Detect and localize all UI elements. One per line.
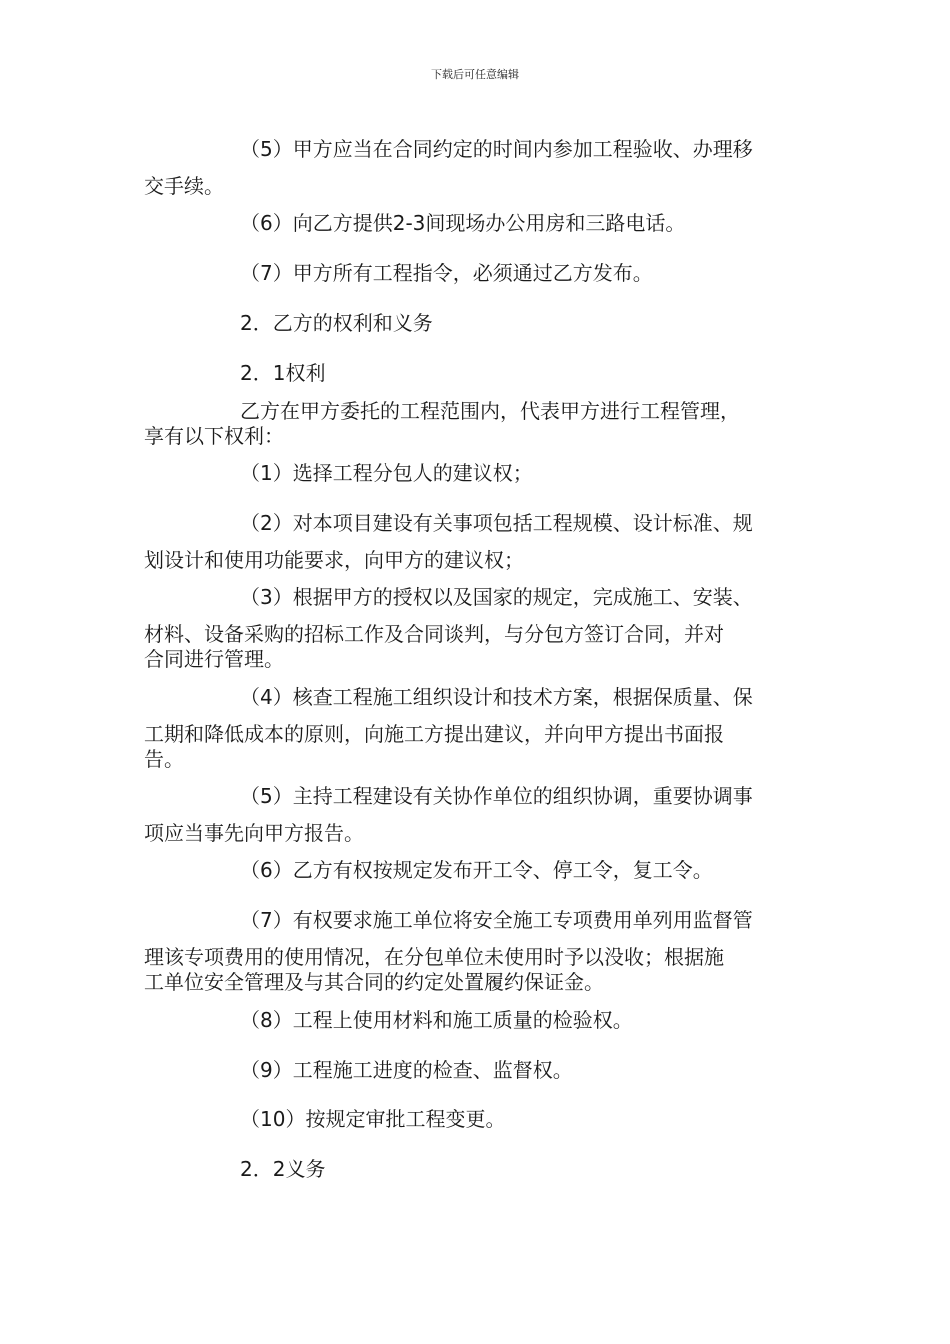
- subsection-heading: 2．2义务: [240, 1157, 326, 1181]
- paragraph-line: （5）主持工程建设有关协作单位的组织协调，重要协调事: [240, 784, 753, 808]
- paragraph-line: （6）乙方有权按规定发布开工令、停工令，复工令。: [240, 858, 713, 882]
- paragraph-line: 项应当事先向甲方报告。: [144, 821, 364, 845]
- paragraph-line: 告。: [144, 747, 184, 771]
- paragraph-line: （8）工程上使用材料和施工质量的检验权。: [240, 1008, 633, 1032]
- paragraph-line: （3）根据甲方的授权以及国家的规定，完成施工、安装、: [240, 585, 753, 609]
- paragraph-line: （5）甲方应当在合同约定的时间内参加工程验收、办理移: [240, 137, 753, 161]
- paragraph-line: （4）核查工程施工组织设计和技术方案，根据保质量、保: [240, 685, 753, 709]
- paragraph-line: 享有以下权利：: [144, 424, 284, 448]
- paragraph-line: 工单位安全管理及与其合同的约定处置履约保证金。: [144, 970, 604, 994]
- paragraph-line: （9）工程施工进度的检查、监督权。: [240, 1058, 573, 1082]
- paragraph-line: 交手续。: [144, 174, 224, 198]
- paragraph-line: （6）向乙方提供2-3间现场办公用房和三路电话。: [240, 211, 686, 235]
- section-heading: 2．乙方的权利和义务: [240, 311, 433, 335]
- paragraph-line: 划设计和使用功能要求，向甲方的建议权；: [144, 548, 524, 572]
- subsection-heading: 2．1权利: [240, 361, 326, 385]
- paragraph-line: 理该专项费用的使用情况，在分包单位未使用时予以没收；根据施: [144, 945, 724, 969]
- paragraph-line: 材料、设备采购的招标工作及合同谈判，与分包方签订合同，并对: [144, 622, 724, 646]
- paragraph-line: （1）选择工程分包人的建议权；: [240, 461, 533, 485]
- page-header: 下载后可任意编辑: [431, 68, 519, 81]
- paragraph-line: （7）有权要求施工单位将安全施工专项费用单列用监督管: [240, 908, 753, 932]
- paragraph-line: （10）按规定审批工程变更。: [240, 1107, 506, 1131]
- paragraph-line: （2）对本项目建设有关事项包括工程规模、设计标准、规: [240, 511, 753, 535]
- paragraph-line: （7）甲方所有工程指令，必须通过乙方发布。: [240, 261, 653, 285]
- paragraph-line: 合同进行管理。: [144, 647, 284, 671]
- paragraph-line: 乙方在甲方委托的工程范围内，代表甲方进行工程管理，: [240, 399, 740, 423]
- paragraph-line: 工期和降低成本的原则，向施工方提出建议，并向甲方提出书面报: [144, 722, 724, 746]
